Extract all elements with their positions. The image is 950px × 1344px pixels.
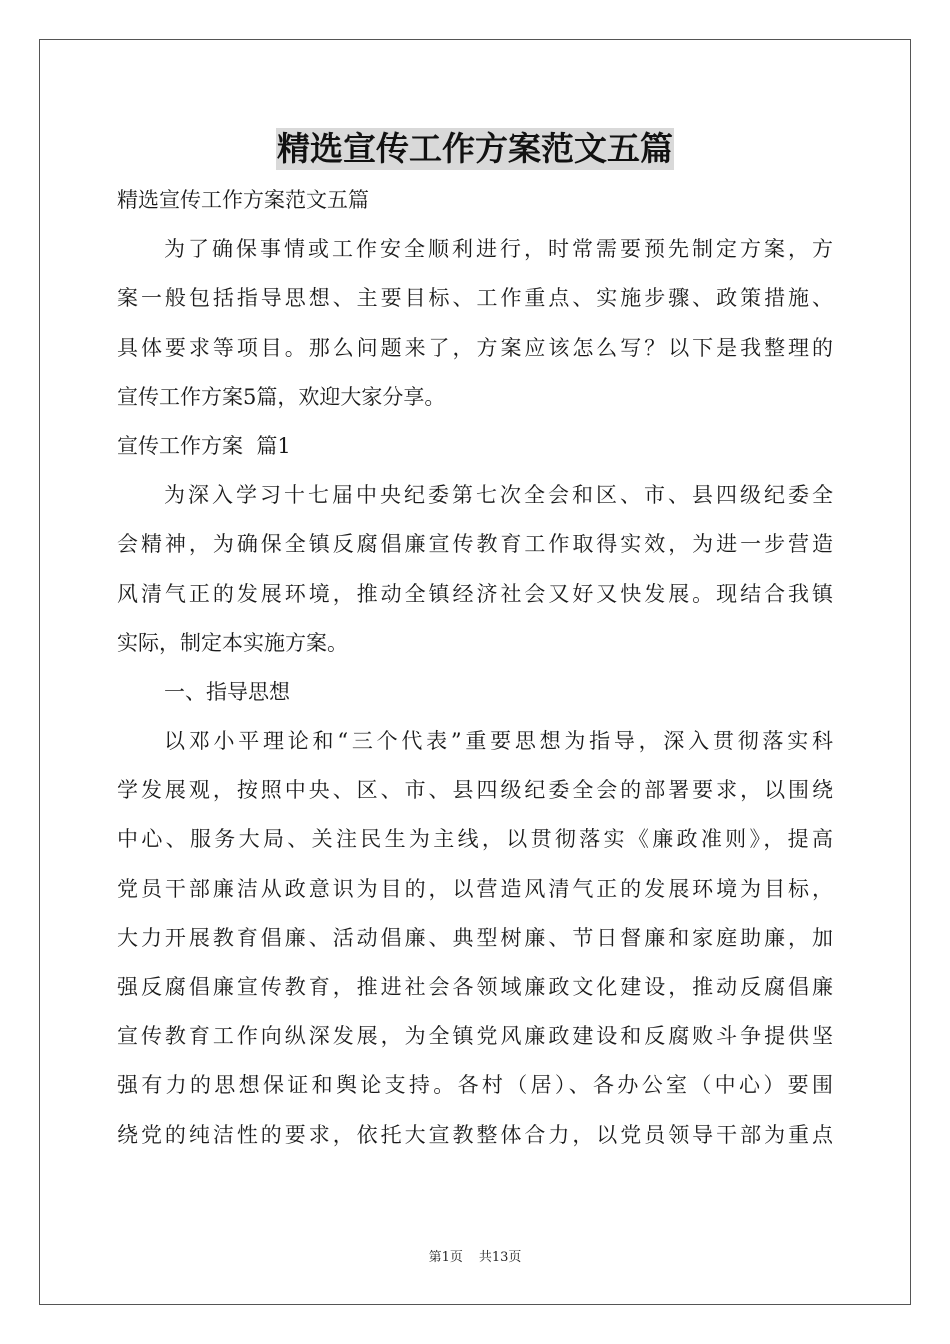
body-line: 大力开展教育倡廉、活动倡廉、典型树廉、节日督廉和家庭助廉，加: [117, 925, 833, 950]
subsection-heading: 一、指导思想: [164, 679, 290, 704]
page-total: 共13页: [478, 1250, 522, 1265]
body-line: 案一般包括指导思想、主要目标、工作重点、实施步骤、政策措施、: [117, 286, 833, 311]
body-line: 实际，制定本实施方案。: [117, 630, 348, 655]
subtitle-line: 精选宣传工作方案范文五篇: [117, 188, 369, 212]
body-line: 为深入学习十七届中央纪委第七次全会和区、市、县四级纪委全: [164, 483, 833, 508]
section-heading: 宣传工作方案 篇1: [117, 433, 291, 458]
body-line: 具体要求等项目。那么问题来了，方案应该怎么写？以下是我整理的: [117, 335, 833, 360]
document-title: 精选宣传工作方案范文五篇: [277, 129, 673, 168]
body-line: 强反腐倡廉宣传教育，推进社会各领域廉政文化建设，推动反腐倡廉: [117, 975, 833, 999]
body-line: 会精神，为确保全镇反腐倡廉宣传教育工作取得实效，为进一步营造: [117, 532, 833, 557]
body-line: 强有力的思想保证和舆论支持。各村（居）、各办公室（中心）要围: [117, 1073, 833, 1098]
title-container: [0, 128, 950, 170]
body-line: 为了确保事情或工作安全顺利进行，时常需要预先制定方案，方: [164, 237, 833, 262]
page-number: 第1页: [428, 1250, 463, 1265]
body-line: 风清气正的发展环境，推动全镇经济社会又好又快发展。现结合我镇: [117, 581, 833, 606]
body-line: 以邓小平理论和“三个代表”重要思想为指导，深入贯彻落实科: [164, 729, 833, 754]
body-line: 党员干部廉洁从政意识为目的，以营造风清气正的发展环境为目标，: [117, 876, 833, 901]
body-line: 宣传教育工作向纵深发展，为全镇党风廉政建设和反腐败斗争提供坚: [117, 1024, 833, 1049]
document-body: [117, 176, 833, 1160]
body-line: 学发展观，按照中央、区、市、县四级纪委全会的部署要求，以围绕: [117, 778, 833, 803]
body-line: 绕党的纯洁性的要求，依托大宣教整体合力，以党员领导干部为重点: [117, 1122, 833, 1147]
page-footer: [0, 1246, 950, 1265]
body-line: 宣传工作方案5篇，欢迎大家分享。: [117, 384, 446, 409]
body-line: 中心、服务大局、关注民生为主线，以贯彻落实《廉政准则》，提高: [117, 827, 833, 852]
